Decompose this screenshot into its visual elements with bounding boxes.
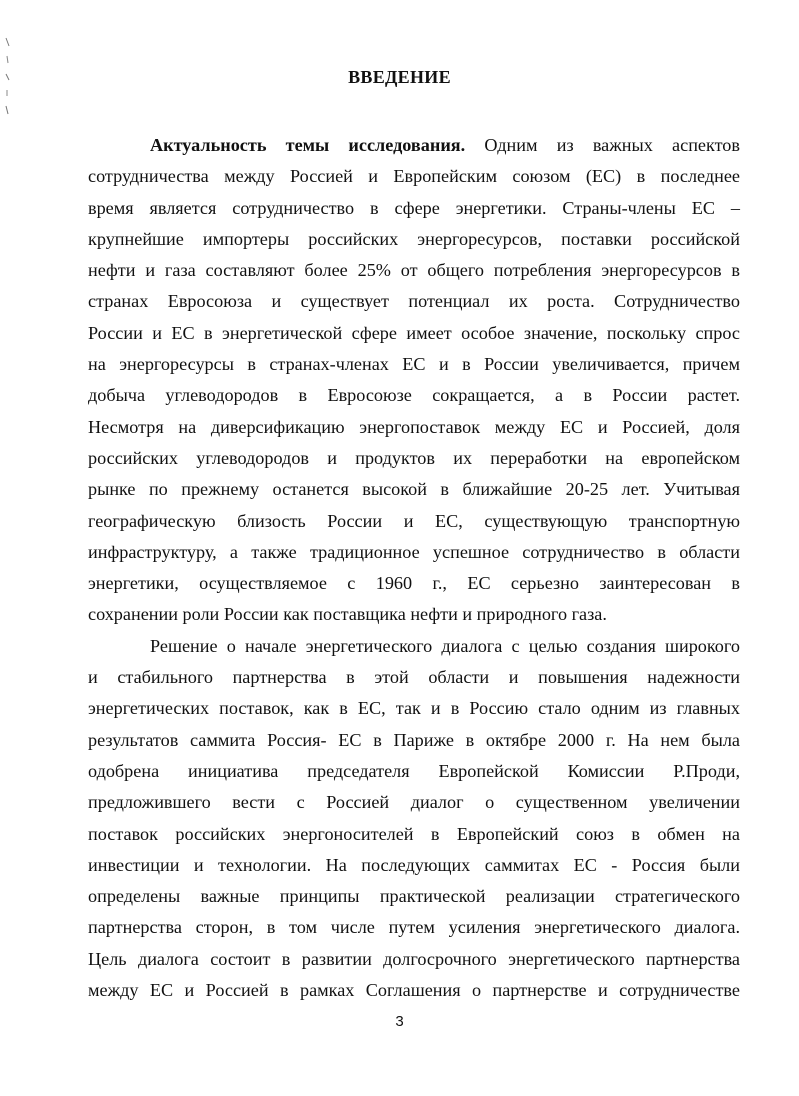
paragraph-line: предложившего вести с Россией диалог о существенном увеличении [88,792,740,813]
paragraph-line: инвестиции и технологии. На последующих саммитах ЕС - Россия были [88,854,740,875]
paragraph-line: сотрудничества между Россией и Европейским союзом (ЕС) в последнее [88,166,740,187]
paragraph-line: энергетики, осуществляемое с 1960 г., ЕС серьезно заинтересован в [88,573,740,594]
paragraph-line: рынке по прежнему останется высокой в ближайшие 20-25 лет. Учитывая [88,479,740,500]
paragraph-line: одобрена инициатива председателя Европейской Комиссии Р.Проди, [88,760,740,781]
paragraph-line: определены важные принципы практической реализации стратегического [88,886,740,907]
paragraph-line: России и ЕС в энергетической сфере имеет особое значение, поскольку спрос [88,322,740,343]
paragraph-line: между ЕС и Россией в рамках Соглашения о партнерстве и сотрудничестве [88,980,740,1001]
paragraph-line: время является сотрудничество в сфере энергетики. Страны-члены ЕС – [88,197,740,218]
paragraph-line: Решение о начале энергетического диалога с целью создания широкого [150,635,740,656]
paragraph-line: российских углеводородов и продуктов их переработки на европейском [88,447,740,468]
body-text [88,130,740,1006]
paragraph-line: партнерства сторон, в том числе путем усиления энергетического диалога. [88,917,740,938]
paragraph-line: инфраструктуру, а также традиционное успешное сотрудничество в области [88,541,740,562]
paragraph-line: Несмотря на диверсификацию энергопоставок между ЕС и Россией, доля [88,416,740,437]
paragraph-relevance [88,130,740,631]
paragraph-line: Цель диалога состоит в развитии долгосрочного энергетического партнерства [88,948,740,969]
paragraph-line: энергетических поставок, как в ЕС, так и в Россию стало одним из главных [88,698,740,719]
paragraph-line: поставок российских энергоносителей в Европейский союз в обмен на [88,823,740,844]
paragraph-line: географическую близость России и ЕС, существующую транспортную [88,510,740,531]
paragraph-line: крупнейшие импортеры российских энергоресурсов, поставки российской [88,228,740,249]
paragraph-line: сохранении роли России как поставщика нефти и природного газа. [88,604,607,625]
page-heading: ВВЕДЕНИЕ [348,67,451,87]
paragraph-line: и стабильного партнерства в этой области и повышения надежности [88,667,740,688]
paragraph-line: результатов саммита Россия- ЕС в Париже в октябре 2000 г. На нем была [88,729,740,750]
paragraph-line: нефти и газа составляют более 25% от общего потребления энергоресурсов в [88,260,740,281]
paragraph-line-text: Одним из важных аспектов [465,135,740,155]
paragraph-line: на энергоресурсы в странах-членах ЕС и в России увеличивается, причем [88,354,740,375]
page-number: 3 [395,1013,404,1030]
relevance-lead: Актуальность темы исследования. [150,135,466,155]
paragraph-line [88,130,740,161]
paragraph-line: странах Евросоюза и существует потенциал их роста. Сотрудничество [88,291,740,312]
paragraph-line: добыча углеводородов в Евросоюзе сокращается, а в России растет. [88,385,740,406]
paragraph-energy-dialogue [88,631,740,1007]
